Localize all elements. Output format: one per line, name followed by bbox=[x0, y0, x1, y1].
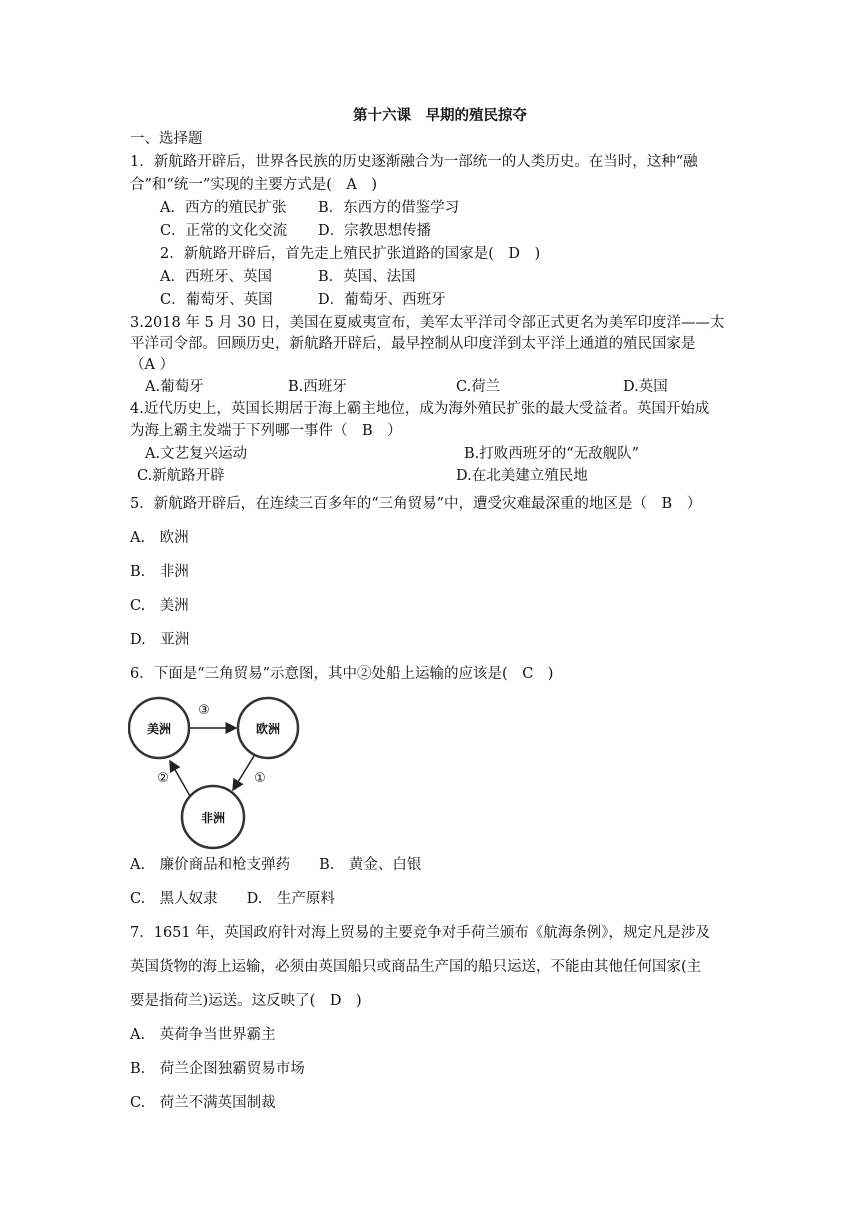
question-4-option-b: B.打败西班牙的“无敌舰队” bbox=[464, 446, 640, 462]
question-7-option-c: C. 荷兰不满英国制裁 bbox=[130, 1095, 276, 1111]
question-1-option-d: D．宗教思想传播 bbox=[318, 223, 432, 239]
question-1-option-b: B．东西方的借鉴学习 bbox=[318, 200, 460, 216]
question-3-option-b: B.西班牙 bbox=[288, 379, 347, 395]
question-7-option-a: A. 英荷争当世界霸主 bbox=[130, 1027, 276, 1043]
question-1-line-1: 1．新航路开辟后，世界各民族的历史逐渐融合为一部统一的人类历史。在当时，这种“融 bbox=[130, 154, 698, 170]
question-5-option-c: C. 美洲 bbox=[130, 598, 189, 614]
route-label-2: ② bbox=[157, 771, 169, 786]
question-2-option-a: A．西班牙、英国 bbox=[160, 269, 272, 285]
question-5-option-a: A. 欧洲 bbox=[130, 530, 189, 546]
question-3-option-c: C.荷兰 bbox=[456, 379, 501, 395]
route-label-1: ① bbox=[254, 771, 266, 786]
arrow-europe-to-africa bbox=[233, 756, 254, 790]
question-5-option-b: B. 非洲 bbox=[130, 564, 189, 580]
question-3-option-a: A.葡萄牙 bbox=[145, 379, 204, 395]
question-4-option-c: C.新航路开辟 bbox=[137, 468, 225, 484]
question-2-stem: 2．新航路开辟后，首先走上殖民扩张道路的国家是( D ) bbox=[160, 246, 541, 262]
question-2-option-c: C．葡萄牙、英国 bbox=[160, 292, 273, 308]
route-label-3: ③ bbox=[198, 703, 210, 718]
question-3-line-3: （A ） bbox=[130, 357, 175, 373]
question-3-line-1: 3.2018 年 5 月 30 日，美国在夏威夷宣布，美军太平洋司令部正式更名为美军印度洋——太 bbox=[130, 315, 725, 331]
triangle-trade-diagram bbox=[128, 692, 308, 852]
question-4-line-2: 为海上霸主发端于下列哪一事件（ B ） bbox=[130, 423, 402, 439]
question-7-line-1: 7．1651 年，英国政府针对海上贸易的主要竞争对手荷兰颁布《航海条例》，规定凡是涉及 bbox=[130, 925, 710, 941]
arrow-africa-to-america bbox=[170, 761, 190, 796]
question-7-line-2: 英国货物的海上运输，必须由英国船只或商品生产国的船只运送，不能由其他任何国家(主 bbox=[130, 959, 702, 975]
triangle-trade-svg bbox=[128, 692, 308, 852]
question-4-option-a: A.文艺复兴运动 bbox=[145, 446, 248, 462]
africa-node-label: 非洲 bbox=[200, 811, 226, 825]
question-3-option-d: D.英国 bbox=[623, 379, 668, 395]
question-3-line-2: 平洋司令部。回顾历史，新航路开辟后，最早控制从印度洋到太平洋上通道的殖民国家是 bbox=[130, 336, 696, 352]
question-5-stem: 5．新航路开辟后，在连续三百多年的“三角贸易”中，遭受灾难最深重的地区是（ B ） bbox=[130, 496, 702, 512]
question-1-option-c: C．正常的文化交流 bbox=[160, 223, 288, 239]
question-5-option-d: D. 亚洲 bbox=[130, 632, 190, 648]
question-6-options-ab: A. 廉价商品和枪支弹药 B. 黄金、白银 bbox=[130, 857, 422, 873]
section-heading: 一、选择题 bbox=[130, 131, 203, 147]
europe-node-label: 欧洲 bbox=[255, 722, 281, 736]
question-4-line-1: 4.近代历史上，英国长期居于海上霸主地位，成为海外殖民扩张的最大受益者。英国开始成 bbox=[130, 401, 710, 417]
question-4-option-d: D.在北美建立殖民地 bbox=[456, 468, 588, 484]
question-7-option-b: B. 荷兰企图独霸贸易市场 bbox=[130, 1061, 305, 1077]
question-2-option-b: B．英国、法国 bbox=[318, 269, 416, 285]
question-1-option-a: A．西方的殖民扩张 bbox=[160, 200, 287, 216]
question-2-option-d: D．葡萄牙、西班牙 bbox=[318, 292, 446, 308]
question-1-line-2: 合”和“统一”实现的主要方式是( A ) bbox=[130, 177, 378, 193]
america-node-label: 美洲 bbox=[146, 722, 172, 736]
question-6-stem: 6．下面是“三角贸易”示意图，其中②处船上运输的应该是( C ) bbox=[130, 666, 554, 682]
question-7-line-3: 要是指荷兰)运送。这反映了( D ) bbox=[130, 993, 362, 1009]
page-title: 第十六课 早期的殖民掠夺 bbox=[353, 108, 527, 124]
question-6-options-cd: C. 黑人奴隶 D. 生产原料 bbox=[130, 891, 335, 907]
